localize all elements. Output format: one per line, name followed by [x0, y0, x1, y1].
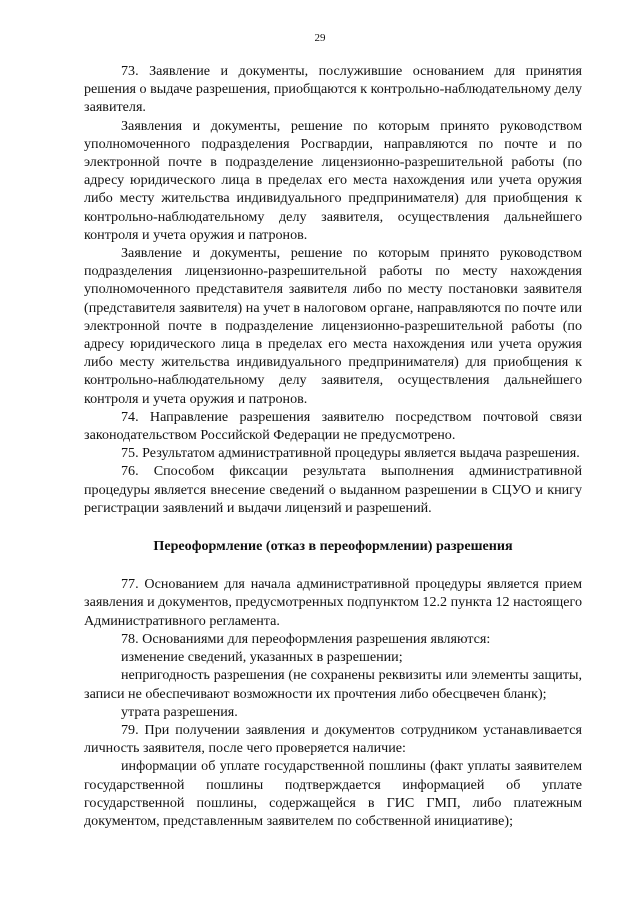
paragraph-79-item: информации об уплате государственной пошлины (факт уплаты заявителем государственной пошлины подтверждается информацией об уплате государственной пошлины, содержащейся в ГИС ГМП, либо платежным документом, представленным заявителем по собственной инициативе);: [84, 758, 582, 829]
paragraph-78: 78. Основаниями для переоформления разрешения являются:: [121, 630, 491, 647]
list-item-unfit: непригодность разрешения (не сохранены реквизиты или элементы защиты, записи не обеспечивают возможности их прочтения либо обесцвечен бланк);: [84, 667, 582, 702]
paragraph-74: 74. Направление разрешения заявителю посредством почтовой связи законодательством Российской Федерации не предусмотрено.: [84, 408, 582, 444]
list-item-loss: утрата разрешения.: [121, 703, 238, 720]
paragraph-73-cont-2: Заявление и документы, решение по которым принято руководством подразделения лицензионно-разрешительной работы по месту нахождения уполномоченного представителя заявителя либо по месту постановки заявителя (представителя заявителя) на учет в налоговом органе, направляются по почте или электронной почте в подразделение лицензионно-разрешительной работы (по адресу юридического лица в пределах его места нахождения или учета оружия либо месту жительства индивидуального предпринимателя) для приобщения к контрольно-наблюдательному делу заявителя, осуществления дальнейшего контроля и учета оружия и патронов.: [84, 245, 582, 407]
paragraph-73-cont-1: Заявления и документы, решение по которым принято руководством уполномоченного подразделения Росгвардии, направляются по почте и по электронной почте в подразделение лицензионно-разрешительной работы (по адресу юридического лица в пределах его места нахождения или учета оружия либо месту жительства индивидуального предпринимателя) для приобщения к контрольно-наблюдательному делу заявителя, осуществления дальнейшего контроля и учета оружия и патронов.: [84, 117, 582, 243]
paragraph-76: 76. Способом фиксации результата выполнения административной процедуры является внесение сведений о выданном разрешении в СЦУО и книгу регистрации заявлений и выдачи лицензий и разрешений.: [84, 463, 582, 516]
paragraph-75: 75. Результатом административной процедуры является выдача разрешения.: [121, 445, 580, 462]
document-body: [84, 62, 582, 830]
paragraph-73: 73. Заявление и документы, послужившие основанием для принятия решения о выдаче разрешения, приобщаются к контрольно-наблюдательному делу заявителя.: [84, 63, 583, 116]
paragraph-79: 79. При получении заявления и документов сотрудником устанавливается личность заявителя, после чего проверяется наличие:: [84, 721, 582, 757]
page-number: 29: [314, 32, 326, 44]
paragraph-77: 77. Основанием для начала административной процедуры является прием заявления и документов, предусмотренных подпунктом 12.2 пункта 12 настоящего Административного регламента.: [84, 576, 582, 629]
section-heading: Переоформление (отказ в переоформлении) разрешения: [153, 538, 513, 555]
list-item-change: изменение сведений, указанных в разрешении;: [121, 649, 403, 666]
